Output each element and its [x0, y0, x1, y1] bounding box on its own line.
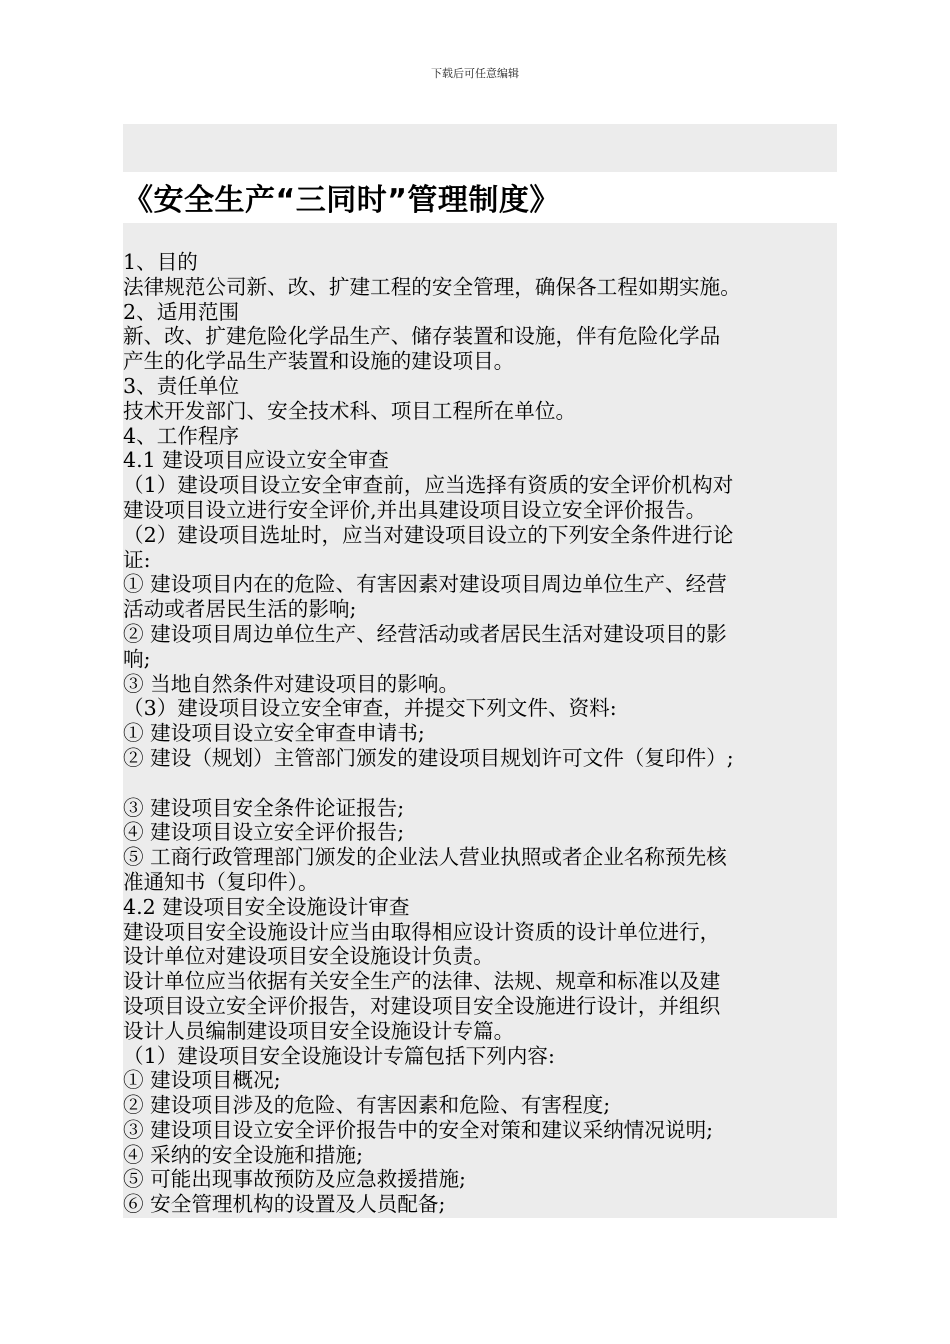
body-line: ① 建设项目内在的危险、有害因素对建设项目周边单位生产、经营 — [123, 572, 727, 597]
body-line: ③ 建设项目设立安全评价报告中的安全对策和建议采纳情况说明; — [123, 1117, 714, 1142]
body-line: 设计单位对建设项目安全设施设计负责。 — [123, 944, 494, 969]
top-shaded-band — [123, 124, 837, 172]
body-line: 建设项目设立进行安全评价,并出具建设项目设立安全评价报告。 — [123, 497, 707, 522]
body-line: 3、责任单位 — [123, 373, 240, 398]
body-line: 设项目设立安全评价报告，对建设项目安全设施进行设计，并组织 — [123, 993, 721, 1018]
body-line: ⑤ 可能出现事故预防及应急救援措施; — [123, 1167, 466, 1192]
body-line: ① 建设项目概况; — [123, 1068, 281, 1093]
body-line: 建设项目安全设施设计应当由取得相应设计资质的设计单位进行， — [123, 919, 721, 944]
body-line: 新、改、扩建危险化学品生产、储存装置和设施，伴有危险化学品 — [123, 324, 721, 349]
body-line: ④ 建设项目设立安全评价报告; — [123, 820, 405, 845]
body-line: ④ 采纳的安全设施和措施; — [123, 1142, 364, 1167]
body-line: ③ 建设项目安全条件论证报告; — [123, 795, 405, 820]
body-line: ② 建设（规划）主管部门颁发的建设项目规划许可文件（复印件）; — [123, 745, 734, 770]
body-line: （1）建设项目安全设施设计专篇包括下列内容: — [123, 1043, 555, 1068]
body-line: 技术开发部门、安全技术科、项目工程所在单位。 — [123, 398, 577, 423]
body-line: 产生的化学品生产装置和设施的建设项目。 — [123, 349, 515, 374]
body-line: 2、适用范围 — [123, 299, 240, 324]
body-line: ① 建设项目设立安全审查申请书; — [123, 721, 425, 746]
body-line: ③ 当地自然条件对建设项目的影响。 — [123, 671, 460, 696]
body-line: 响; — [123, 646, 151, 671]
body-line: 证: — [123, 547, 151, 572]
body-line: 1、目的 — [123, 250, 198, 274]
body-line: 设计单位应当依据有关安全生产的法律、法规、规章和标准以及建 — [123, 969, 721, 994]
body-line: 4.1 建设项目应设立安全审查 — [123, 448, 389, 473]
body-line: ⑤ 工商行政管理部门颁发的企业法人营业执照或者企业名称预先核 — [123, 845, 727, 870]
body-line: ② 建设项目周边单位生产、经营活动或者居民生活对建设项目的影 — [123, 621, 727, 646]
document-body — [123, 223, 837, 1218]
body-line: 设计人员编制建设项目安全设施设计专篇。 — [123, 1018, 515, 1043]
body-line: （2）建设项目选址时，应当对建设项目设立的下列安全条件进行论 — [123, 522, 734, 547]
document-title: 《安全生产“三同时”管理制度》 — [123, 183, 560, 218]
body-line: 4、工作程序 — [123, 423, 240, 448]
body-line: （1）建设项目设立安全审查前，应当选择有资质的安全评价机构对 — [123, 473, 734, 498]
body-line: ⑥ 安全管理机构的设置及人员配备; — [123, 1192, 446, 1217]
page-header-note: 下载后可任意编辑 — [431, 67, 519, 80]
blank-line — [123, 771, 837, 796]
body-line: （3）建设项目设立安全审查，并提交下列文件、资料: — [123, 696, 617, 721]
body-line: 4.2 建设项目安全设施设计审查 — [123, 894, 410, 919]
body-line: 准通知书（复印件）。 — [123, 869, 319, 894]
body-line: 活动或者居民生活的影响; — [123, 597, 357, 622]
body-line: 法律规范公司新、改、扩建工程的安全管理，确保各工程如期实施。 — [123, 274, 741, 299]
body-line: ② 建设项目涉及的危险、有害因素和危险、有害程度; — [123, 1093, 611, 1118]
